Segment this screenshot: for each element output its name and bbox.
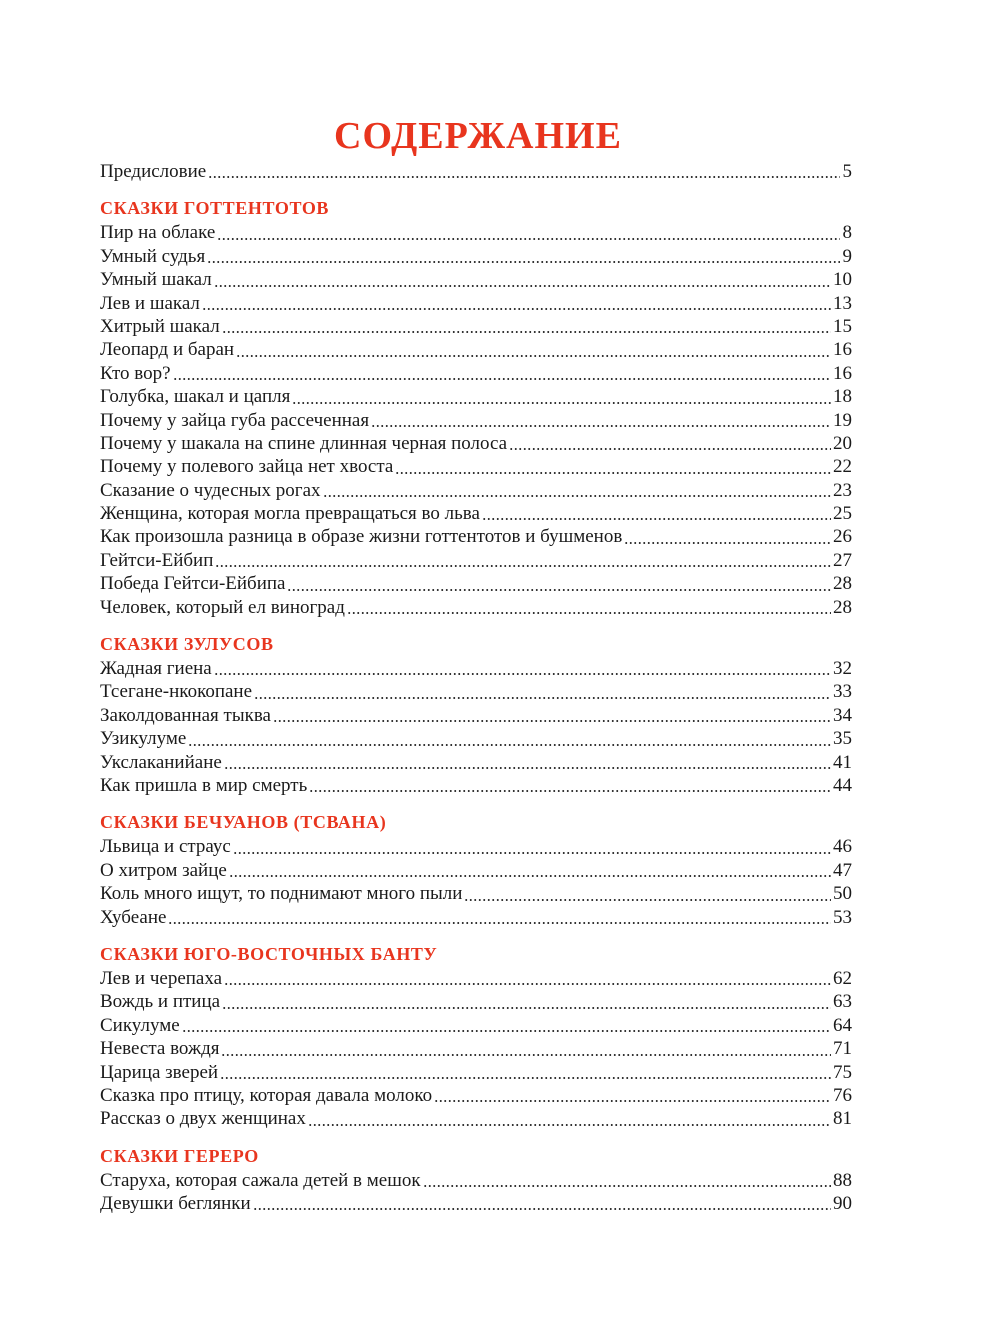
- toc-entry-label: Хубеане: [100, 906, 167, 928]
- toc-entry[interactable]: [100, 385, 852, 408]
- toc-entry-label: О хитром зайце: [100, 859, 227, 881]
- toc-entry[interactable]: [100, 455, 852, 478]
- toc-entry-page: 90: [833, 1193, 852, 1215]
- toc-entry[interactable]: [100, 572, 852, 595]
- toc-entry-page: 35: [833, 728, 852, 750]
- toc-entry-label: Почему у зайца губа рассеченная: [100, 409, 370, 431]
- section-title: СКАЗКИ ГЕРЕРО: [100, 1145, 259, 1166]
- toc-entry-page: 9: [842, 245, 852, 267]
- toc-entry-page: 33: [833, 681, 852, 703]
- dot-leader: [207, 246, 840, 264]
- dot-leader: [273, 705, 831, 723]
- toc-entry[interactable]: [100, 1192, 852, 1215]
- dot-leader: [215, 550, 831, 568]
- toc-entry-label: Укслаканийане: [100, 751, 222, 773]
- toc-entry-preface[interactable]: [100, 160, 852, 183]
- toc-entry-label: Леопард и баран: [100, 339, 235, 361]
- toc-entry[interactable]: [100, 338, 852, 361]
- toc-entry-page: 81: [833, 1108, 852, 1130]
- toc-entry[interactable]: [100, 362, 852, 385]
- page-title: СОДЕРЖАНИЕ: [334, 115, 622, 157]
- toc-entry[interactable]: [100, 657, 852, 680]
- toc-entry-page: 47: [833, 859, 852, 881]
- dot-leader: [308, 1109, 831, 1127]
- toc-entry[interactable]: [100, 774, 852, 797]
- toc-entry-page: 32: [833, 658, 852, 680]
- toc-entry-label: Рассказ о двух женщинах: [100, 1108, 306, 1130]
- toc-section: [100, 942, 852, 1131]
- dot-leader: [624, 527, 831, 545]
- toc-entry-page: 64: [833, 1014, 852, 1036]
- toc-entry-label: Хитрый шакал: [100, 315, 220, 337]
- toc-entry[interactable]: [100, 245, 852, 268]
- toc-entry[interactable]: [100, 859, 852, 882]
- toc-entry[interactable]: [100, 549, 852, 572]
- toc-entry[interactable]: [100, 967, 852, 990]
- dot-leader: [464, 884, 831, 902]
- toc-entry-page: 25: [833, 503, 852, 525]
- toc-entry[interactable]: [100, 1037, 852, 1060]
- dot-leader: [224, 752, 831, 770]
- toc-entry-label: Почему у шакала на спине длинная черная полоса: [100, 432, 508, 454]
- toc-entry[interactable]: [100, 1061, 852, 1084]
- toc-entry-label: Пир на облаке: [100, 222, 216, 244]
- toc-section: [100, 810, 852, 929]
- section-title: СКАЗКИ ЮГО-ВОСТОЧНЫХ БАНТУ: [100, 943, 438, 964]
- toc-entry[interactable]: [100, 727, 852, 750]
- toc-entry-label: Тсегане-нкокопане: [100, 681, 253, 703]
- toc-entry[interactable]: [100, 1084, 852, 1107]
- toc-entry-label: Сказание о чудесных рогах: [100, 479, 321, 501]
- toc-section: [100, 196, 852, 619]
- dot-leader: [221, 1039, 831, 1057]
- toc-entry-page: 23: [833, 479, 852, 501]
- toc-entry-label: Львица и страус: [100, 836, 231, 858]
- dot-leader: [173, 363, 831, 381]
- toc-entry-page: 20: [833, 432, 852, 454]
- toc-entry-page: 76: [833, 1084, 852, 1106]
- dot-leader: [254, 682, 831, 700]
- toc-entry-label: Предисловие: [100, 161, 207, 182]
- toc-entry-page: 28: [833, 596, 852, 618]
- toc-entry-page: 18: [833, 386, 852, 408]
- dot-leader: [509, 433, 831, 451]
- dot-leader: [323, 480, 831, 498]
- dot-leader: [347, 597, 831, 615]
- toc-entry-page: 62: [833, 967, 852, 989]
- toc-entry-page: 22: [833, 456, 852, 478]
- toc-entry[interactable]: [100, 906, 852, 929]
- dot-leader: [222, 316, 831, 334]
- toc-entry-label: Старуха, которая сажала детей в мешок: [100, 1169, 421, 1191]
- toc-entry-label: Умный шакал: [100, 269, 212, 291]
- toc-entry-page: 53: [833, 906, 852, 928]
- toc-entry-page: 63: [833, 991, 852, 1013]
- table-of-contents: [100, 112, 852, 1215]
- toc-entry-label: Умный судья: [100, 245, 206, 267]
- dot-leader: [182, 1015, 831, 1033]
- toc-entry[interactable]: [100, 1169, 852, 1192]
- toc-entry-label: Как произошла разница в образе жизни готтентотов и бушменов: [100, 526, 623, 548]
- toc-entry-page: 27: [833, 549, 852, 571]
- toc-entry-page: 19: [833, 409, 852, 431]
- toc-section: [100, 1144, 852, 1216]
- dot-leader: [208, 161, 840, 179]
- section-title: СКАЗКИ ЗУЛУСОВ: [100, 634, 274, 655]
- toc-entry-label: Девушки беглянки: [100, 1193, 251, 1215]
- toc-entry-label: Женщина, которая могла превращаться во льва: [100, 503, 480, 525]
- toc-entry[interactable]: [100, 990, 852, 1013]
- toc-entry-label: Сикулуме: [100, 1014, 180, 1036]
- dot-leader: [423, 1170, 831, 1188]
- toc-entry-label: Человек, который ел виноград: [100, 596, 345, 618]
- toc-entry-page: 75: [833, 1061, 852, 1083]
- toc-entry[interactable]: [100, 409, 852, 432]
- dot-leader: [214, 658, 831, 676]
- dot-leader: [202, 293, 831, 311]
- toc-entry[interactable]: [100, 882, 852, 905]
- dot-leader: [214, 270, 831, 288]
- toc-entry[interactable]: [100, 1107, 852, 1130]
- dot-leader: [236, 340, 831, 358]
- dot-leader: [434, 1085, 831, 1103]
- toc-entry[interactable]: [100, 751, 852, 774]
- toc-entry-label: Заколдованная тыква: [100, 704, 271, 726]
- toc-entry-page: 46: [833, 836, 852, 858]
- toc-entry-page: 15: [833, 315, 852, 337]
- toc-entry-page: 41: [833, 751, 852, 773]
- toc-entry-label: Лев и черепаха: [100, 967, 223, 989]
- section-title: СКАЗКИ ГОТТЕНТОТОВ: [100, 198, 330, 219]
- toc-entry-page: 8: [842, 222, 852, 244]
- dot-leader: [222, 992, 831, 1010]
- dot-leader: [220, 1062, 831, 1080]
- dot-leader: [395, 457, 831, 475]
- toc-entry[interactable]: [100, 835, 852, 858]
- toc-entry-label: Вождь и птица: [100, 991, 221, 1013]
- toc-entry-label: Как пришла в мир смерть: [100, 774, 308, 796]
- toc-entry-page: 44: [833, 774, 852, 796]
- toc-entry[interactable]: [100, 479, 852, 502]
- toc-entry-label: Жадная гиена: [100, 658, 212, 680]
- toc-entry-page: 10: [833, 269, 852, 291]
- toc-entry-label: Царица зверей: [100, 1061, 219, 1083]
- toc-entry-page: 50: [833, 883, 852, 905]
- toc-entry[interactable]: [100, 704, 852, 727]
- dot-leader: [188, 729, 831, 747]
- dot-leader: [287, 574, 831, 592]
- toc-entry-label: Гейтси-Ейбип: [100, 549, 214, 571]
- dot-leader: [371, 410, 831, 428]
- section-title: СКАЗКИ БЕЧУАНОВ (ТСВАНА): [100, 812, 387, 833]
- toc-entry-label: Голубка, шакал и цапля: [100, 386, 291, 408]
- toc-entry[interactable]: [100, 315, 852, 338]
- toc-entry[interactable]: [100, 268, 852, 291]
- dot-leader: [233, 837, 831, 855]
- dot-leader: [229, 860, 831, 878]
- toc-entry-page: 34: [833, 704, 852, 726]
- toc-entry-label: Невеста вождя: [100, 1038, 220, 1060]
- toc-entry-label: Коль много ищут, то поднимают много пыли: [100, 883, 463, 905]
- dot-leader: [482, 503, 831, 521]
- toc-entry-page: 71: [833, 1038, 852, 1060]
- toc-entry-page: 5: [842, 161, 852, 182]
- toc-entry-label: Узикулуме: [100, 728, 187, 750]
- dot-leader: [168, 907, 831, 925]
- dot-leader: [292, 387, 831, 405]
- dot-leader: [217, 223, 840, 241]
- toc-entry-label: Сказка про птицу, которая давала молоко: [100, 1084, 433, 1106]
- toc-entry-page: 13: [833, 292, 852, 314]
- toc-section: [100, 632, 852, 797]
- toc-entry[interactable]: [100, 525, 852, 548]
- toc-entry-label: Лев и шакал: [100, 292, 200, 314]
- toc-entry[interactable]: [100, 432, 852, 455]
- dot-leader: [253, 1193, 831, 1211]
- toc-entry[interactable]: [100, 221, 852, 244]
- dot-leader: [224, 968, 831, 986]
- toc-entry-page: 88: [833, 1169, 852, 1191]
- toc-entry-label: Почему у полевого зайца нет хвоста: [100, 456, 394, 478]
- toc-entry[interactable]: [100, 596, 852, 619]
- toc-entry-page: 16: [833, 362, 852, 384]
- toc-entry-page: 26: [833, 526, 852, 548]
- toc-entry-label: Кто вор?: [100, 362, 171, 384]
- toc-entry[interactable]: [100, 1014, 852, 1037]
- toc-entry[interactable]: [100, 680, 852, 703]
- dot-leader: [309, 775, 831, 793]
- toc-entry[interactable]: [100, 292, 852, 315]
- toc-entry-page: 28: [833, 573, 852, 595]
- toc-entry[interactable]: [100, 502, 852, 525]
- toc-entry-label: Победа Гейтси-Ейбипа: [100, 573, 286, 595]
- toc-entry-page: 16: [833, 339, 852, 361]
